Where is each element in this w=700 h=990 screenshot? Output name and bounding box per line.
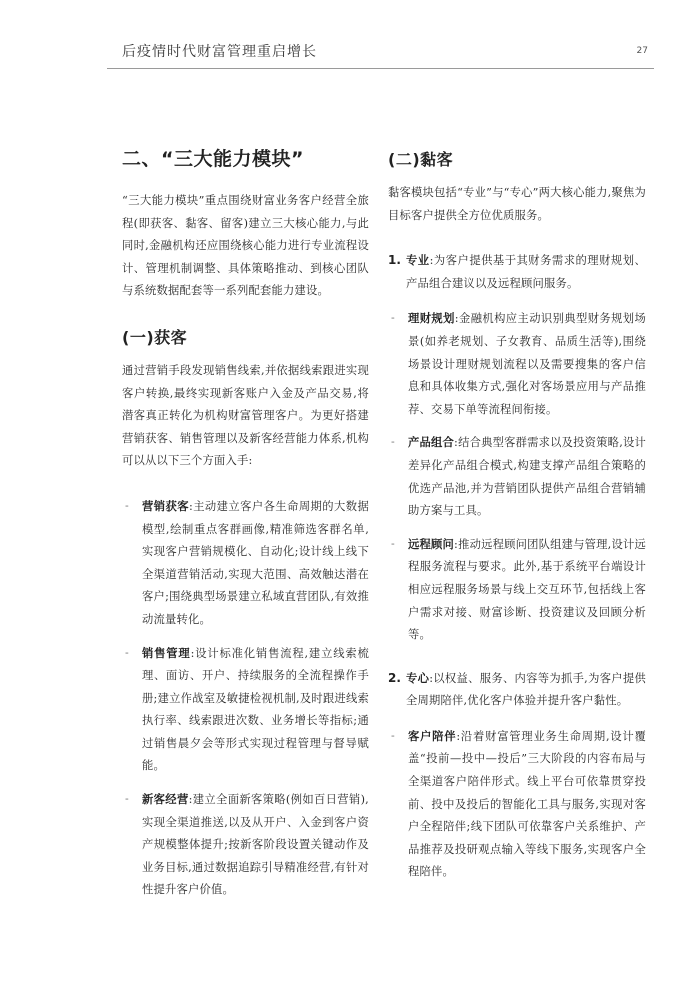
- bullet-lead: 营销获客: [142, 498, 189, 513]
- bullet-lead: 新客经营: [142, 792, 189, 807]
- dash-bullet: -: [125, 792, 129, 806]
- number-label: 2.: [388, 670, 401, 685]
- bullet-text: :设计标准化销售流程,建立线索梳理、面访、开户、持续服务的全流程操作手册;建立作战室及敏捷检视机制,及时跟进线索执行率、线索跟进次数、业务增长等指标;通过销售晨夕会等形式实现过程管理与督导赋能。: [142, 646, 369, 773]
- dedicated-bullet-list: [388, 725, 646, 884]
- bullet-lead: 远程顾问: [408, 536, 455, 551]
- bullet-text: :金融机构应主动识别典型财务规划场景(如养老规划、子女教育、品质生活等),围绕场景设计理财规划流程以及需要搜集的客户信息和具体收集方式,强化对客场景应用与产品推荐、交易下单等流程间衔接。: [408, 312, 646, 416]
- professional-bullet-list: [388, 307, 646, 646]
- dash-bullet: -: [125, 645, 129, 659]
- dash-bullet: -: [391, 536, 395, 550]
- numbered-item-dedicated: [388, 667, 646, 884]
- list-item: [122, 495, 369, 632]
- item-lead: 专业: [406, 253, 430, 268]
- list-item: [388, 307, 646, 421]
- left-column: [122, 144, 369, 912]
- dash-bullet: -: [391, 435, 395, 449]
- dash-bullet: -: [125, 498, 129, 512]
- list-item: [388, 725, 646, 884]
- bullet-lead: 销售管理: [142, 645, 191, 660]
- item-lead: 专心: [406, 670, 430, 685]
- header-divider: [107, 68, 654, 69]
- item-text: :为客户提供基于其财务需求的理财规划、产品组合建议以及远程顾问服务。: [406, 254, 647, 290]
- subsection-intro-retain: 黏客模块包括“专业”与“专心”两大核心能力,聚焦为目标客户提供全方位优质服务。: [388, 186, 646, 222]
- right-column: [388, 147, 646, 904]
- bullet-lead: 客户陪伴: [408, 728, 457, 743]
- running-header: 后疫情时代财富管理重启增长: [122, 44, 317, 60]
- bullet-lead: 产品组合: [408, 435, 455, 450]
- bullet-text: :主动建立客户各生命周期的大数据模型,绘制重点客群画像,精准筛选客群名单,实现客户营销规模化、自动化;设计线上线下全渠道营销活动,实现大范围、高效触达潜在客户;围绕典型场景建立私域直营团队,有效推动流量转化。: [142, 499, 369, 626]
- acquire-bullet-list: [122, 495, 369, 902]
- section-title: 二、“三大能力模块”: [122, 148, 304, 170]
- subsection-intro-acquire: 通过营销手段发现销售线索,并依据线索跟进实现客户转换,最终实现新客账户入金及产品交易,将潜客真正转化为机构财富管理客户。为更好搭建营销获客、销售管理以及新客经营能力体系,机构可以从以下三个方面入手:: [122, 363, 369, 468]
- list-item: [122, 788, 369, 902]
- dash-bullet: -: [391, 311, 395, 325]
- subsection-title-acquire: (一)获客: [122, 327, 188, 347]
- list-item: [122, 642, 369, 779]
- item-text: :以权益、服务、内容等为抓手,为客户提供全周期陪伴,优化客户体验并提升客户黏性。: [406, 671, 646, 708]
- list-item: [388, 431, 646, 522]
- retain-numbered-list: [388, 249, 646, 884]
- page-number: 27: [636, 46, 648, 56]
- list-item: [388, 533, 646, 647]
- subsection-title-retain: (二)黏客: [388, 150, 454, 169]
- bullet-text: :建立全面新客策略(例如百日营销),实现全渠道推送,以及从开户、入金到客户资产规模整体提升;按新客阶段设置关键动作及业务目标,通过数据追踪引导精准经营,有针对性提升客户价值。: [142, 793, 369, 897]
- dash-bullet: -: [391, 728, 395, 742]
- section-intro: “三大能力模块”重点围绕财富业务客户经营全旅程(即获客、黏客、留客)建立三大核心能力,与此同时,金融机构还应围绕核心能力进行专业流程设计、管理机制调整、具体策略推动、到核心团队与系统数据配套等一系列配套能力建设。: [122, 194, 369, 298]
- bullet-text: :沿着财富管理业务生命周期,设计覆盖“投前—投中—投后”三大阶段的内容布局与全渠道客户陪伴形式。线上平台可依靠贯穿投前、投中及投后的智能化工具与服务,实现对客户全程陪伴;线下团队可依靠客户关系维护、产品推荐及投研观点输入等线下服务,实现客户全程陪伴。: [408, 729, 646, 879]
- numbered-item-professional: [388, 249, 646, 647]
- bullet-text: :结合典型客群需求以及投资策略,设计差异化产品组合模式,构建支撑产品组合策略的优选产品池,并为营销团队提供产品组合营销辅助方案与工具。: [408, 436, 646, 518]
- bullet-text: :推动远程顾问团队组建与管理,设计远程服务流程与要求。此外,基于系统平台端设计相应远程服务场景与线上交互环节,包括线上客户需求对接、财富诊断、投资建议及回顾分析等。: [408, 537, 646, 642]
- bullet-lead: 理财规划: [408, 311, 455, 326]
- number-label: 1.: [388, 253, 401, 268]
